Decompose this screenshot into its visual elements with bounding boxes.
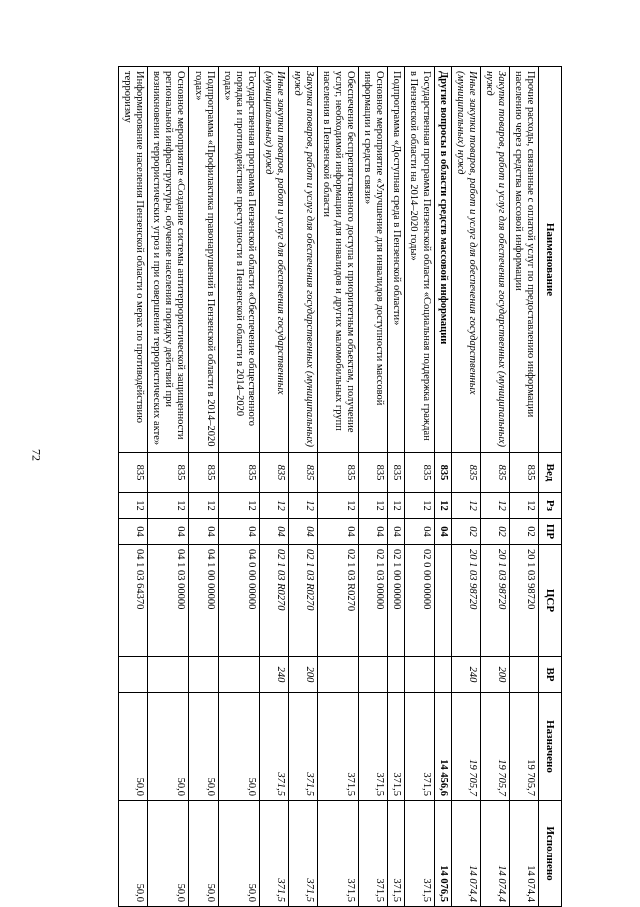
header-ved: Вед: [539, 453, 562, 493]
cell-name: Подпрограмма «Профилактика правонарушений в Пензенской области в 2014–2020 годах»: [189, 67, 218, 453]
cell-name: Иные закупки товаров, работ и услуг для обеспечения государственных (муниципальных) нужд: [259, 67, 288, 453]
cell-name: Прочие расходы, связанные с оплатой услуг по предоставлению информации населению через средства массовой информации: [509, 67, 538, 453]
cell-vr: [509, 657, 538, 693]
cell-vr: [359, 657, 388, 693]
cell-pr: 02: [480, 519, 509, 545]
cell-assigned: 371,5: [405, 693, 434, 801]
cell-ved: 835: [509, 453, 538, 493]
table-row: [434, 67, 451, 907]
cell-rz: 12: [480, 493, 509, 519]
cell-csr: 20 1 03 98720: [509, 545, 538, 657]
cell-rz: 12: [148, 493, 189, 519]
rotated-table-wrapper: [82, 66, 562, 906]
cell-assigned: 19 705,7: [451, 693, 480, 801]
cell-rz: 12: [259, 493, 288, 519]
cell-csr: [434, 545, 451, 657]
cell-pr: 02: [509, 519, 538, 545]
cell-pr: 04: [189, 519, 218, 545]
table-row: [218, 67, 259, 907]
cell-pr: 04: [148, 519, 189, 545]
cell-rz: 12: [318, 493, 359, 519]
cell-rz: 12: [359, 493, 388, 519]
table-row: [148, 67, 189, 907]
cell-name: Иные закупки товаров, работ и услуг для обеспечения государственных (муниципальных) нужд: [451, 67, 480, 453]
header-row: [539, 67, 562, 907]
cell-pr: 04: [119, 519, 148, 545]
cell-vr: 200: [288, 657, 317, 693]
cell-vr: 200: [480, 657, 509, 693]
cell-name: Подпрограмма «Доступная среда в Пензенской области»: [388, 67, 405, 453]
cell-assigned: 371,5: [359, 693, 388, 801]
cell-rz: 12: [434, 493, 451, 519]
cell-assigned: 371,5: [318, 693, 359, 801]
cell-vr: [189, 657, 218, 693]
table-row: [359, 67, 388, 907]
cell-executed: 371,5: [288, 801, 317, 907]
cell-assigned: 371,5: [288, 693, 317, 801]
cell-csr: 02 1 03 R0270: [288, 545, 317, 657]
cell-executed: 50,0: [148, 801, 189, 907]
header-rz: Рз: [539, 493, 562, 519]
cell-pr: 04: [359, 519, 388, 545]
cell-ved: 835: [318, 453, 359, 493]
cell-name: Обеспечение беспрепятственного доступа к приоритетным объектам, получение услуг, необходимой информации для инвалидов и других маломобильных групп населения в Пензенской области: [318, 67, 359, 453]
cell-rz: 12: [119, 493, 148, 519]
cell-vr: [405, 657, 434, 693]
cell-vr: [318, 657, 359, 693]
cell-csr: 02 1 03 00000: [359, 545, 388, 657]
cell-executed: 14 076,5: [434, 801, 451, 907]
cell-executed: 50,0: [218, 801, 259, 907]
cell-assigned: 50,0: [119, 693, 148, 801]
cell-pr: 04: [405, 519, 434, 545]
cell-assigned: 371,5: [259, 693, 288, 801]
table-body: [119, 67, 539, 907]
cell-rz: 12: [189, 493, 218, 519]
cell-pr: 02: [451, 519, 480, 545]
header-vr: ВР: [539, 657, 562, 693]
table-row: [259, 67, 288, 907]
cell-executed: 50,0: [189, 801, 218, 907]
cell-assigned: 50,0: [148, 693, 189, 801]
cell-csr: 02 1 00 00000: [388, 545, 405, 657]
cell-assigned: 19 705,7: [509, 693, 538, 801]
table-row: [509, 67, 538, 907]
header-name: Наименование: [539, 67, 562, 453]
cell-csr: 02 0 00 00000: [405, 545, 434, 657]
table-row: [405, 67, 434, 907]
cell-pr: 04: [259, 519, 288, 545]
cell-executed: 50,0: [119, 801, 148, 907]
cell-csr: 04 1 03 00000: [148, 545, 189, 657]
cell-vr: 240: [259, 657, 288, 693]
cell-ved: 835: [451, 453, 480, 493]
cell-name: Другие вопросы в области средств массовой информации: [434, 67, 451, 453]
cell-name: Информирование населения Пензенской области о мерах по противодействию терроризму: [119, 67, 148, 453]
cell-name: Закупка товаров, работ и услуг для обеспечения государственных (муниципальных) нужд: [480, 67, 509, 453]
cell-executed: 14 074,4: [509, 801, 538, 907]
cell-ved: 835: [405, 453, 434, 493]
cell-vr: 240: [451, 657, 480, 693]
cell-pr: 04: [288, 519, 317, 545]
cell-pr: 04: [388, 519, 405, 545]
table-row: [451, 67, 480, 907]
cell-csr: 02 1 03 R0270: [259, 545, 288, 657]
budget-table: [118, 66, 562, 907]
cell-ved: 835: [388, 453, 405, 493]
table-row: [189, 67, 218, 907]
table-row: [119, 67, 148, 907]
cell-rz: 12: [288, 493, 317, 519]
cell-ved: 835: [480, 453, 509, 493]
cell-executed: 14 074,4: [451, 801, 480, 907]
cell-vr: [434, 657, 451, 693]
header-executed: Исполнено: [539, 801, 562, 907]
cell-pr: 04: [434, 519, 451, 545]
cell-name: Государственная программа Пензенской области «Обеспечение общественного порядка и противодействие преступности в Пензенской области в 2014–2020 годах»: [218, 67, 259, 453]
table-row: [288, 67, 317, 907]
cell-executed: 371,5: [259, 801, 288, 907]
cell-assigned: 371,5: [388, 693, 405, 801]
cell-ved: 835: [148, 453, 189, 493]
cell-csr: 20 1 03 98720: [480, 545, 509, 657]
cell-ved: 835: [259, 453, 288, 493]
cell-ved: 835: [119, 453, 148, 493]
cell-csr: 02 1 03 R0270: [318, 545, 359, 657]
cell-rz: 12: [509, 493, 538, 519]
cell-pr: 04: [318, 519, 359, 545]
cell-executed: 14 074,4: [480, 801, 509, 907]
cell-executed: 371,5: [318, 801, 359, 907]
cell-ved: 835: [434, 453, 451, 493]
header-assigned: Назначено: [539, 693, 562, 801]
cell-ved: 835: [189, 453, 218, 493]
cell-executed: 371,5: [359, 801, 388, 907]
cell-assigned: 14 456,6: [434, 693, 451, 801]
cell-ved: 835: [218, 453, 259, 493]
table-row: [318, 67, 359, 907]
cell-csr: 20 1 03 98720: [451, 545, 480, 657]
cell-assigned: 50,0: [218, 693, 259, 801]
cell-csr: 04 1 03 64370: [119, 545, 148, 657]
cell-ved: 835: [359, 453, 388, 493]
cell-vr: [148, 657, 189, 693]
header-pr: ПР: [539, 519, 562, 545]
cell-executed: 371,5: [405, 801, 434, 907]
cell-assigned: 19 705,7: [480, 693, 509, 801]
cell-csr: 04 1 00 00000: [189, 545, 218, 657]
cell-rz: 12: [405, 493, 434, 519]
cell-vr: [388, 657, 405, 693]
cell-name: Закупка товаров, работ и услуг для обеспечения государственных (муниципальных) нужд: [288, 67, 317, 453]
table-row: [388, 67, 405, 907]
cell-csr: 04 0 00 00000: [218, 545, 259, 657]
cell-rz: 12: [451, 493, 480, 519]
cell-rz: 12: [218, 493, 259, 519]
cell-vr: [218, 657, 259, 693]
cell-ved: 835: [288, 453, 317, 493]
cell-vr: [119, 657, 148, 693]
header-csr: ЦСР: [539, 545, 562, 657]
cell-name: Основное мероприятие «Улучшение для инвалидов доступности массовой информации и средств связи»: [359, 67, 388, 453]
cell-assigned: 50,0: [189, 693, 218, 801]
cell-rz: 12: [388, 493, 405, 519]
cell-executed: 371,5: [388, 801, 405, 907]
page-number: 72: [29, 449, 44, 461]
table-row: [480, 67, 509, 907]
cell-name: Государственная программа Пензенской области «Социальная поддержка граждан в Пензенской области на 2014–2020 годы»: [405, 67, 434, 453]
cell-pr: 04: [218, 519, 259, 545]
cell-name: Основное мероприятие «Создание системы антитеррористической защищенности региональной инфраструктуры, обучение населения порядку действий при возникновении террористических угроз и при совершении террористических акте»: [148, 67, 189, 453]
